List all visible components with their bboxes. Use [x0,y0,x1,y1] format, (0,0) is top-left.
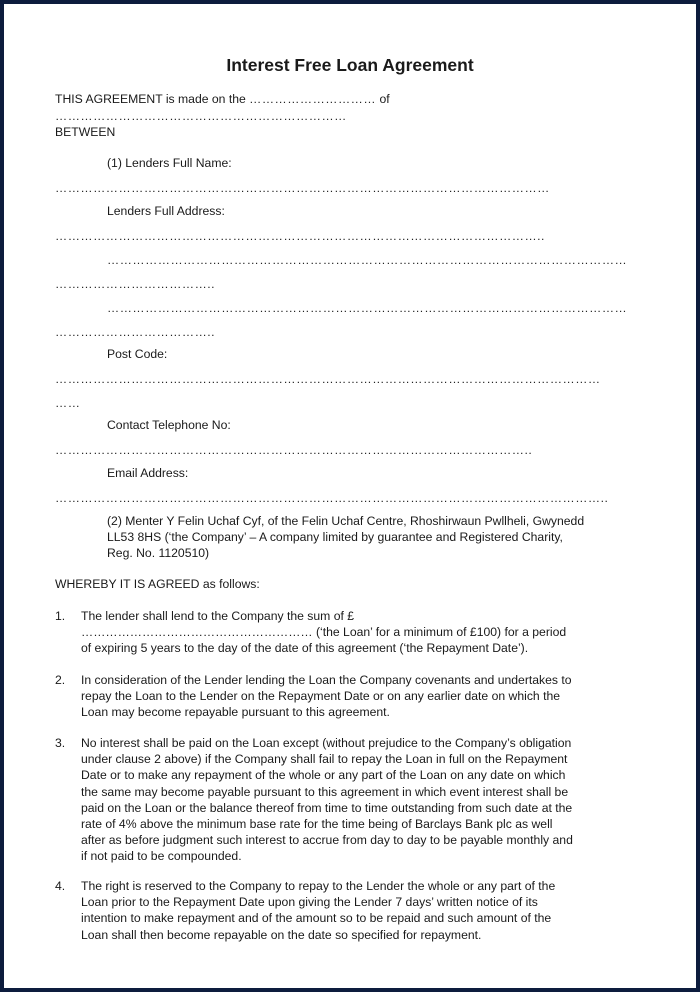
clause-line: Loan prior to the Repayment Date upon giving the Lender 7 days’ written notice of its [81,895,538,910]
clause-line: rate of 4% above the minimum base rate for the time being of Barclays Bank plc as well [81,817,553,832]
phone-line[interactable]: ………………………………………………………………………………………………….. [55,443,533,457]
lender-address-label: Lenders Full Address: [107,204,225,218]
clause-3 [81,735,647,865]
clause-3-number: 3. [55,736,66,750]
clause-1 [81,608,647,657]
lender-address-line-1[interactable]: …………………………………………………………………………………………………….. [55,229,545,243]
email-line[interactable]: ………………………………………………………………………………………………………………….. [55,491,609,505]
lender-address-line-5[interactable]: ……………………………….. [55,325,216,339]
clause-line: repay the Loan to the Lender on the Repayment Date or on any earlier date on which the [81,689,561,704]
clause-line: No interest shall be paid on the Loan except (without prejudice to the Company’s obligation [81,736,572,750]
clause-line: the same may become payable pursuant to this agreement in which event interest shall be [81,784,569,799]
clause-2 [81,672,647,721]
company-party [107,513,667,562]
between-label: BETWEEN [55,125,116,139]
clause-line: Date or to make any repayment of the whole or any part of the Loan on any date on which [81,768,566,783]
lender-address-line-2[interactable]: …………………………………………………………………………………………………………… [107,253,628,267]
document-title: Interest Free Loan Agreement [226,55,474,75]
clause-line: Loan may become repayable pursuant to this agreement. [81,705,390,720]
lender-address-line-3[interactable]: ……………………………….. [55,277,216,291]
clause-line: intention to make repayment and of the amount so to be repaid and such amount of the [81,911,552,926]
clause-1-number: 1. [55,609,66,623]
company-line-2: LL53 8HS (‘the Company’ – A company limited by guarantee and Registered Charity, [107,530,563,545]
clause-line: ………………………………………………… (‘the Loan’ for a minimum of £100) for a period [81,625,567,640]
phone-label: Contact Telephone No: [107,418,231,432]
postcode-label: Post Code: [107,347,168,361]
lender-address-line-4[interactable]: …………………………………………………………………………………………………………… [107,301,628,315]
clause-line: of expiring 5 years to the day of the date of this agreement (‘the Repayment Date’). [81,641,529,656]
made-on-prefix: THIS AGREEMENT is made on the [55,92,246,106]
clause-line: if not paid to be compounded. [81,849,242,864]
clause-line: The right is reserved to the Company to repay to the Lender the whole or any part of the [81,879,556,893]
made-on-dots[interactable]: ………………………… [249,92,377,106]
clause-2-number: 2. [55,673,66,687]
agreement-date-line [55,91,390,107]
clause-4 [81,878,647,943]
company-line-1: (2) Menter Y Felin Uchaf Cyf, of the Felin Uchaf Centre, Rhoshirwaun Pwllheli, Gwynedd [107,514,585,528]
clause-4-number: 4. [55,879,66,893]
clause-line: In consideration of the Lender lending the Loan the Company covenants and undertakes to [81,673,572,687]
clause-line: after as before judgment such interest to accrue from day to day to be payable monthly and [81,833,573,848]
postcode-line-1[interactable]: ………………………………………………………………………………………………………………… [55,372,601,386]
whereby-heading: WHEREBY IT IS AGREED as follows: [55,577,260,591]
date-fill-line[interactable]: …………………………………………………………… [55,109,347,123]
email-label: Email Address: [107,466,189,480]
postcode-line-2[interactable]: …… [55,396,81,410]
clause-line: The lender shall lend to the Company the sum of £ [81,609,355,623]
lender-name-label: (1) Lenders Full Name: [107,156,232,170]
company-line-3: Reg. No. 1120510) [107,546,210,561]
clause-line: paid on the Loan or the balance thereof from time to time outstanding from such date at the [81,800,573,815]
made-on-suffix: of [379,92,390,106]
lender-name-line[interactable]: ……………………………………………………………………………………………………… [55,181,550,195]
clause-line: under clause 2 above) if the Company shall fail to repay the Loan in full on the Repayment [81,752,568,767]
clause-line: Loan shall then become repayable on the date so specified for repayment. [81,927,482,942]
document-page [4,4,696,988]
